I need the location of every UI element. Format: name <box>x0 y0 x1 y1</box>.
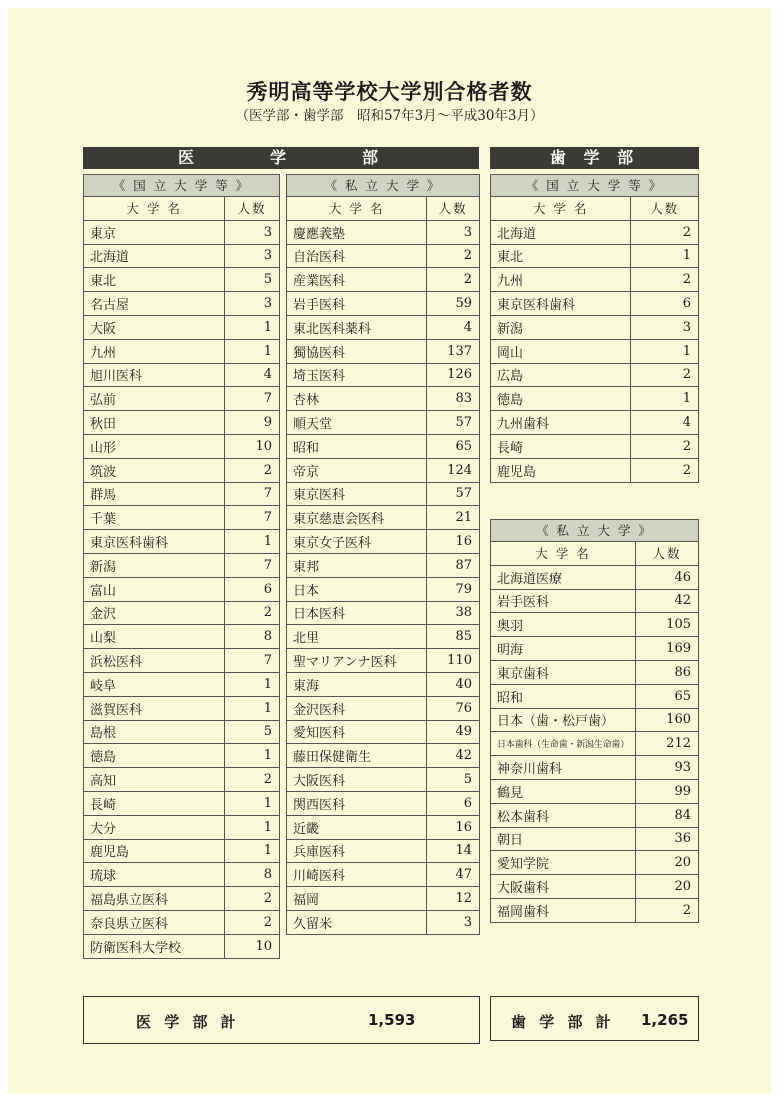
pass-count: 4 <box>225 363 280 387</box>
pass-count: 2 <box>631 268 699 292</box>
pass-count: 7 <box>225 553 280 577</box>
table-row <box>84 315 280 339</box>
university-name: 島根 <box>84 720 225 744</box>
pass-count: 1 <box>225 339 280 363</box>
table-row <box>84 910 280 934</box>
table-row <box>84 934 280 958</box>
pass-count: 1 <box>225 530 280 554</box>
table-row <box>491 827 699 851</box>
table-row <box>287 863 480 887</box>
university-name: 秋田 <box>84 411 225 435</box>
table-header-row <box>491 197 699 221</box>
table-row <box>287 506 480 530</box>
university-name: 東京歯科 <box>491 660 636 684</box>
university-name: 九州 <box>491 268 631 292</box>
table-row <box>287 910 480 934</box>
table-row <box>84 458 280 482</box>
medical-private-subheader: 《 私 立 大 学 》 <box>286 174 480 197</box>
university-name: 福岡歯科 <box>491 898 636 922</box>
university-name: 北里 <box>287 625 427 649</box>
university-name: 大阪医科 <box>287 768 427 792</box>
university-name: 九州歯科 <box>491 411 631 435</box>
table-row <box>287 268 480 292</box>
pass-count: 2 <box>631 220 699 244</box>
university-name: 筑波 <box>84 458 225 482</box>
pass-count: 3 <box>225 292 280 316</box>
table-row <box>84 530 280 554</box>
pass-count: 169 <box>636 637 699 661</box>
table-row <box>84 434 280 458</box>
table-row <box>287 244 480 268</box>
university-name: 兵庫医科 <box>287 839 427 863</box>
medical-national-subheader: 《 国 立 大 学 等 》 <box>83 174 280 197</box>
table-row <box>287 458 480 482</box>
table-row <box>491 732 699 756</box>
pass-count: 1 <box>631 244 699 268</box>
table-row <box>84 887 280 911</box>
table-row <box>491 387 699 411</box>
university-name: 徳島 <box>491 387 631 411</box>
university-name: 川崎医科 <box>287 863 427 887</box>
pass-count: 47 <box>427 863 480 887</box>
university-name: 藤田保健衛生 <box>287 744 427 768</box>
pass-count: 65 <box>636 684 699 708</box>
medical-private-table <box>286 196 480 935</box>
university-name: 浜松医科 <box>84 649 225 673</box>
pass-count: 5 <box>225 268 280 292</box>
university-name: 松本歯科 <box>491 803 636 827</box>
table-row <box>84 553 280 577</box>
university-name: 岡山 <box>491 339 631 363</box>
table-row <box>491 708 699 732</box>
table-row <box>287 649 480 673</box>
university-name: 神奈川歯科 <box>491 756 636 780</box>
university-name: 徳島 <box>84 744 225 768</box>
table-row <box>491 220 699 244</box>
pass-count: 10 <box>225 434 280 458</box>
column-header-count: 人数 <box>225 197 280 221</box>
university-name: 金沢 <box>84 601 225 625</box>
table-row <box>287 672 480 696</box>
table-row <box>491 339 699 363</box>
table-row <box>287 292 480 316</box>
university-name: 関西医科 <box>287 791 427 815</box>
university-name: 千葉 <box>84 506 225 530</box>
table-row <box>491 244 699 268</box>
pass-count: 99 <box>636 779 699 803</box>
table-row <box>287 791 480 815</box>
table-row <box>84 696 280 720</box>
university-name: 久留米 <box>287 910 427 934</box>
pass-count: 6 <box>631 292 699 316</box>
university-name: 北海道 <box>84 244 225 268</box>
university-name: 九州 <box>84 339 225 363</box>
university-name: 日本医科 <box>287 601 427 625</box>
pass-count: 3 <box>225 220 280 244</box>
university-name: 広島 <box>491 363 631 387</box>
pass-count: 14 <box>427 839 480 863</box>
pass-count: 46 <box>636 565 699 589</box>
university-name: 群馬 <box>84 482 225 506</box>
table-row <box>287 720 480 744</box>
pass-count: 93 <box>636 756 699 780</box>
column-header-count: 人数 <box>631 197 699 221</box>
university-name: 琉球 <box>84 863 225 887</box>
university-name: 昭和 <box>287 434 427 458</box>
university-name: 大阪歯科 <box>491 875 636 899</box>
university-name: 山形 <box>84 434 225 458</box>
table-row <box>491 875 699 899</box>
table-header-row <box>287 197 480 221</box>
table-row <box>287 815 480 839</box>
pass-count: 16 <box>427 530 480 554</box>
pass-count: 20 <box>636 875 699 899</box>
table-row <box>287 411 480 435</box>
medical-header-bar <box>83 147 479 169</box>
table-row <box>491 613 699 637</box>
pass-count: 5 <box>225 720 280 744</box>
university-name: 金沢医科 <box>287 696 427 720</box>
table-row <box>287 387 480 411</box>
university-name: 東邦 <box>287 553 427 577</box>
university-name: 滋賀医科 <box>84 696 225 720</box>
table-row <box>491 898 699 922</box>
table-row <box>84 672 280 696</box>
table-row <box>84 387 280 411</box>
table-row <box>491 779 699 803</box>
medical-header-char: 医 <box>177 148 200 167</box>
table-row <box>491 411 699 435</box>
university-name: 弘前 <box>84 387 225 411</box>
table-row <box>491 851 699 875</box>
pass-count: 38 <box>427 601 480 625</box>
pass-count: 5 <box>427 768 480 792</box>
pass-count: 42 <box>636 589 699 613</box>
table-row <box>287 744 480 768</box>
university-name: 獨協医科 <box>287 339 427 363</box>
pass-count: 1 <box>225 791 280 815</box>
page-title: 秀明高等学校大学別合格者数 <box>246 79 533 104</box>
table-row <box>491 637 699 661</box>
pass-count: 49 <box>427 720 480 744</box>
table-row <box>84 220 280 244</box>
table-row <box>287 887 480 911</box>
table-row <box>287 220 480 244</box>
university-name: 奥羽 <box>491 613 636 637</box>
table-row <box>84 744 280 768</box>
table-row <box>287 839 480 863</box>
page-subtitle: （医学部・歯学部 昭和57年3月～平成30年3月） <box>235 108 544 124</box>
university-name: 福島県立医科 <box>84 887 225 911</box>
table-row <box>287 553 480 577</box>
pass-count: 2 <box>225 768 280 792</box>
table-row <box>491 292 699 316</box>
university-name: 東京医科 <box>287 482 427 506</box>
dental-total-box <box>490 996 699 1041</box>
university-name: 鹿児島 <box>491 458 631 482</box>
pass-count: 10 <box>225 934 280 958</box>
table-row <box>287 577 480 601</box>
pass-count: 7 <box>225 387 280 411</box>
university-name: 自治医科 <box>287 244 427 268</box>
pass-count: 2 <box>631 458 699 482</box>
university-name: 聖マリアンナ医科 <box>287 649 427 673</box>
table-row <box>84 649 280 673</box>
pass-count: 84 <box>636 803 699 827</box>
pass-count: 16 <box>427 815 480 839</box>
pass-count: 137 <box>427 339 480 363</box>
university-name: 昭和 <box>491 684 636 708</box>
pass-count: 83 <box>427 387 480 411</box>
pass-count: 3 <box>427 220 480 244</box>
pass-count: 1 <box>225 696 280 720</box>
table-row <box>84 339 280 363</box>
pass-count: 7 <box>225 482 280 506</box>
university-name: 慶應義塾 <box>287 220 427 244</box>
pass-count: 12 <box>427 887 480 911</box>
table-row <box>491 660 699 684</box>
pass-count: 1 <box>631 339 699 363</box>
university-name: 旭川医科 <box>84 363 225 387</box>
table-row <box>84 839 280 863</box>
pass-count: 76 <box>427 696 480 720</box>
university-name: 日本歯科（生命歯・新潟生命歯） <box>491 732 636 756</box>
pass-count: 21 <box>427 506 480 530</box>
medical-total-value: 1,593 <box>368 1011 416 1029</box>
medical-total-label: 医 学 部 計 <box>136 1013 240 1031</box>
table-row <box>287 482 480 506</box>
pass-count: 6 <box>427 791 480 815</box>
column-header-name: 大 学 名 <box>491 197 631 221</box>
dental-total-label: 歯 学 部 計 <box>511 1013 615 1031</box>
dental-private-subheader: 《 私 立 大 学 》 <box>490 519 699 542</box>
university-name: 愛知学院 <box>491 851 636 875</box>
table-row <box>491 589 699 613</box>
table-row <box>84 791 280 815</box>
university-name: 新潟 <box>491 315 631 339</box>
pass-count: 8 <box>225 863 280 887</box>
university-name: 東京 <box>84 220 225 244</box>
pass-count: 57 <box>427 411 480 435</box>
pass-count: 86 <box>636 660 699 684</box>
table-row <box>84 625 280 649</box>
pass-count: 85 <box>427 625 480 649</box>
university-name: 日本 <box>287 577 427 601</box>
pass-count: 8 <box>225 625 280 649</box>
table-row <box>84 601 280 625</box>
university-name: 東北医科薬科 <box>287 315 427 339</box>
table-row <box>491 756 699 780</box>
university-name: 富山 <box>84 577 225 601</box>
table-row <box>84 768 280 792</box>
table-row <box>491 363 699 387</box>
university-name: 帝京 <box>287 458 427 482</box>
pass-count: 124 <box>427 458 480 482</box>
pass-count: 6 <box>225 577 280 601</box>
pass-count: 40 <box>427 672 480 696</box>
pass-count: 2 <box>631 363 699 387</box>
university-name: 鹿児島 <box>84 839 225 863</box>
column-header-count: 人数 <box>427 197 480 221</box>
medical-total-box <box>83 996 480 1044</box>
pass-count: 1 <box>225 672 280 696</box>
university-name: 埼玉医科 <box>287 363 427 387</box>
university-name: 防衛医科大学校 <box>84 934 225 958</box>
table-row <box>84 720 280 744</box>
pass-count: 87 <box>427 553 480 577</box>
university-name: 東北 <box>491 244 631 268</box>
medical-national-table <box>83 196 280 959</box>
university-name: 東海 <box>287 672 427 696</box>
pass-count: 20 <box>636 851 699 875</box>
table-header-row <box>491 542 699 566</box>
table-row <box>84 363 280 387</box>
column-header-name: 大 学 名 <box>84 197 225 221</box>
dental-header-bar: 歯 学 部 <box>490 147 699 169</box>
column-header-name: 大 学 名 <box>491 542 636 566</box>
table-row <box>287 768 480 792</box>
university-name: 新潟 <box>84 553 225 577</box>
pass-count: 160 <box>636 708 699 732</box>
pass-count: 2 <box>225 601 280 625</box>
column-header-name: 大 学 名 <box>287 197 427 221</box>
table-row <box>287 339 480 363</box>
university-name: 岩手医科 <box>491 589 636 613</box>
pass-count: 65 <box>427 434 480 458</box>
medical-header-char: 部 <box>361 148 384 167</box>
dental-national-subheader: 《 国 立 大 学 等 》 <box>490 174 699 197</box>
university-name: 東京女子医科 <box>287 530 427 554</box>
medical-header-char: 学 <box>269 148 292 167</box>
university-name: 東北 <box>84 268 225 292</box>
pass-count: 9 <box>225 411 280 435</box>
pass-count: 7 <box>225 649 280 673</box>
table-row <box>491 684 699 708</box>
university-name: 近畿 <box>287 815 427 839</box>
table-row <box>287 530 480 554</box>
pass-count: 2 <box>631 434 699 458</box>
pass-count: 57 <box>427 482 480 506</box>
pass-count: 3 <box>631 315 699 339</box>
table-row <box>84 506 280 530</box>
university-name: 長崎 <box>84 791 225 815</box>
university-name: 大阪 <box>84 315 225 339</box>
table-row <box>491 565 699 589</box>
table-row <box>287 315 480 339</box>
pass-count: 2 <box>225 458 280 482</box>
pass-count: 105 <box>636 613 699 637</box>
pass-count: 2 <box>636 898 699 922</box>
table-row <box>491 458 699 482</box>
table-row <box>491 268 699 292</box>
pass-count: 110 <box>427 649 480 673</box>
table-header-row <box>84 197 280 221</box>
table-row <box>84 482 280 506</box>
pass-count: 4 <box>631 411 699 435</box>
university-name: 大分 <box>84 815 225 839</box>
table-row <box>84 863 280 887</box>
university-name: 名古屋 <box>84 292 225 316</box>
table-row <box>84 577 280 601</box>
pass-count: 2 <box>427 244 480 268</box>
university-name: 山梨 <box>84 625 225 649</box>
university-name: 北海道医療 <box>491 565 636 589</box>
pass-count: 7 <box>225 506 280 530</box>
table-row <box>287 363 480 387</box>
column-header-count: 人数 <box>636 542 699 566</box>
table-row <box>491 803 699 827</box>
pass-count: 2 <box>225 887 280 911</box>
university-name: 奈良県立医科 <box>84 910 225 934</box>
pass-count: 1 <box>225 315 280 339</box>
dental-private-table <box>490 541 699 923</box>
pass-count: 36 <box>636 827 699 851</box>
university-name: 産業医科 <box>287 268 427 292</box>
pass-count: 2 <box>427 268 480 292</box>
university-name: 高知 <box>84 768 225 792</box>
pass-count: 212 <box>636 732 699 756</box>
university-name: 日本（歯・松戸歯） <box>491 708 636 732</box>
university-name: 鶴見 <box>491 779 636 803</box>
university-name: 長崎 <box>491 434 631 458</box>
pass-count: 1 <box>631 387 699 411</box>
university-name: 愛知医科 <box>287 720 427 744</box>
dental-total-value: 1,265 <box>641 1011 689 1029</box>
table-row <box>84 815 280 839</box>
table-row <box>287 601 480 625</box>
university-name: 明海 <box>491 637 636 661</box>
pass-count: 1 <box>225 815 280 839</box>
university-name: 岐阜 <box>84 672 225 696</box>
pass-count: 1 <box>225 839 280 863</box>
table-row <box>491 434 699 458</box>
pass-count: 79 <box>427 577 480 601</box>
pass-count: 1 <box>225 744 280 768</box>
university-name: 東京医科歯科 <box>491 292 631 316</box>
pass-count: 4 <box>427 315 480 339</box>
table-row <box>84 244 280 268</box>
pass-count: 3 <box>225 244 280 268</box>
table-row <box>287 696 480 720</box>
university-name: 杏林 <box>287 387 427 411</box>
table-row <box>491 315 699 339</box>
university-name: 順天堂 <box>287 411 427 435</box>
pass-count: 2 <box>225 910 280 934</box>
table-row <box>287 625 480 649</box>
pass-count: 126 <box>427 363 480 387</box>
pass-count: 3 <box>427 910 480 934</box>
university-name: 岩手医科 <box>287 292 427 316</box>
table-row <box>84 411 280 435</box>
pass-count: 42 <box>427 744 480 768</box>
university-name: 北海道 <box>491 220 631 244</box>
university-name: 東京医科歯科 <box>84 530 225 554</box>
dental-national-table <box>490 196 699 483</box>
university-name: 福岡 <box>287 887 427 911</box>
university-name: 朝日 <box>491 827 636 851</box>
table-row <box>84 292 280 316</box>
pass-count: 59 <box>427 292 480 316</box>
table-row <box>84 268 280 292</box>
table-row <box>287 434 480 458</box>
university-name: 東京慈恵会医科 <box>287 506 427 530</box>
